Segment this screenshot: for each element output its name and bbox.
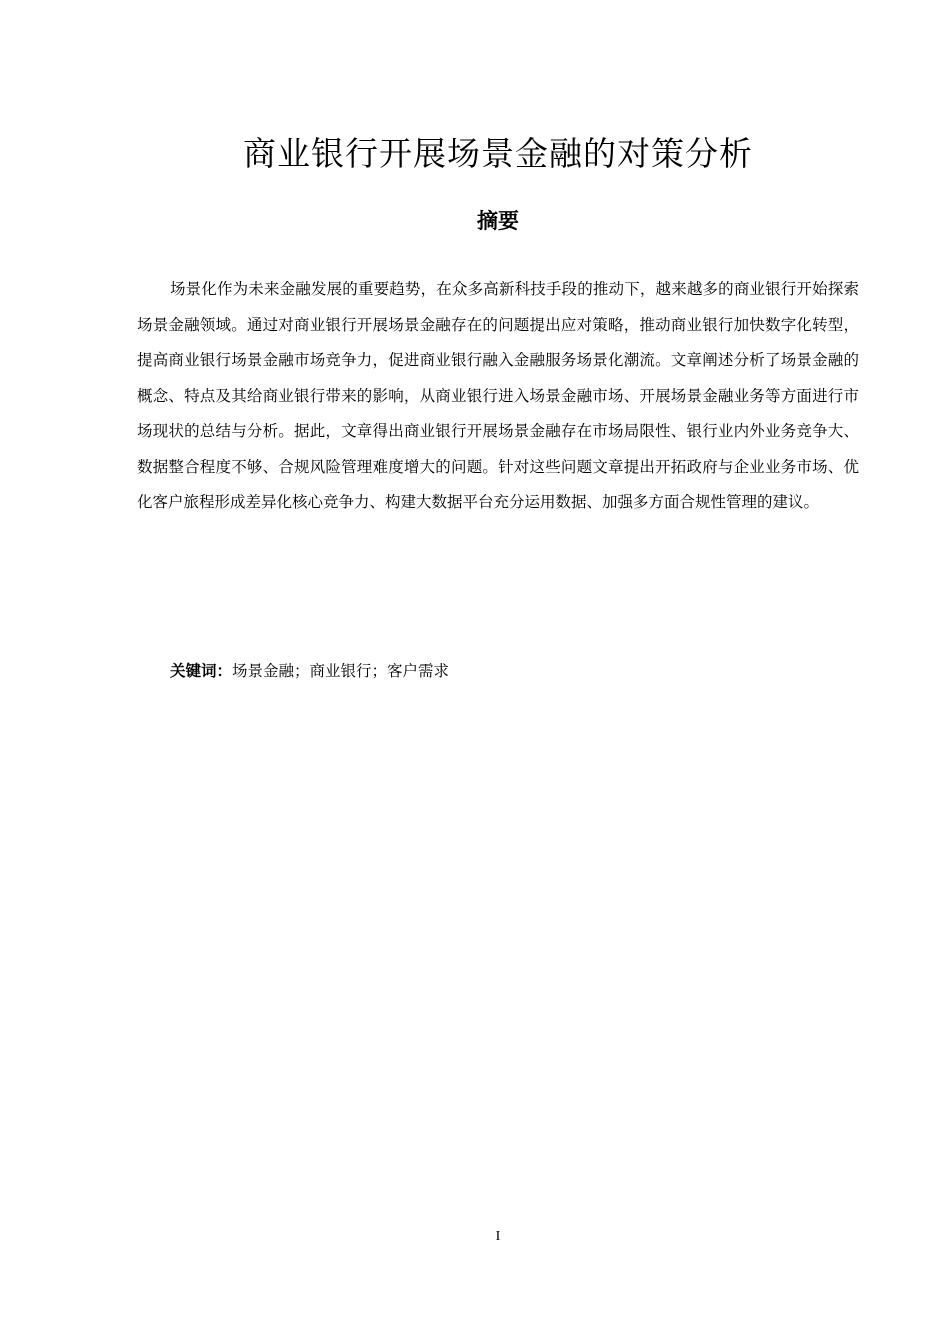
abstract-paragraph: 场景化作为未来金融发展的重要趋势，在众多高新科技手段的推动下，越来越多的商业银行开始探索场景金融领域。通过对商业银行开展场景金融存在的问题提出应对策略，推动商业银行加快数字化转型，提高商业银行场景金融市场竞争力，促进商业银行融入金融服务场景化潮流。文章阐述分析了场景金融的概念、特点及其给商业银行带来的影响，从商业银行进入场景金融市场、开展场景金融业务等方面进行市场现状的总结与分析。据此，文章得出商业银行开展场景金融存在市场局限性、银行业内外业务竞争大、数据整合程度不够、合规风险管理难度增大的问题。针对这些问题文章提出开拓政府与企业业务市场、优化客户旅程形成差异化核心竞争力、构建大数据平台充分运用数据、加强多方面合规性管理的建议。 — [137, 280, 859, 511]
abstract-heading: 摘要 — [477, 209, 519, 233]
keywords-line — [170, 657, 449, 685]
keywords-label: 关键词： — [170, 662, 233, 680]
page-number: I — [495, 1229, 501, 1244]
document-title: 商业银行开展场景金融的对策分析 — [243, 134, 753, 173]
keywords-text: 场景金融；商业银行；客户需求 — [232, 662, 450, 680]
